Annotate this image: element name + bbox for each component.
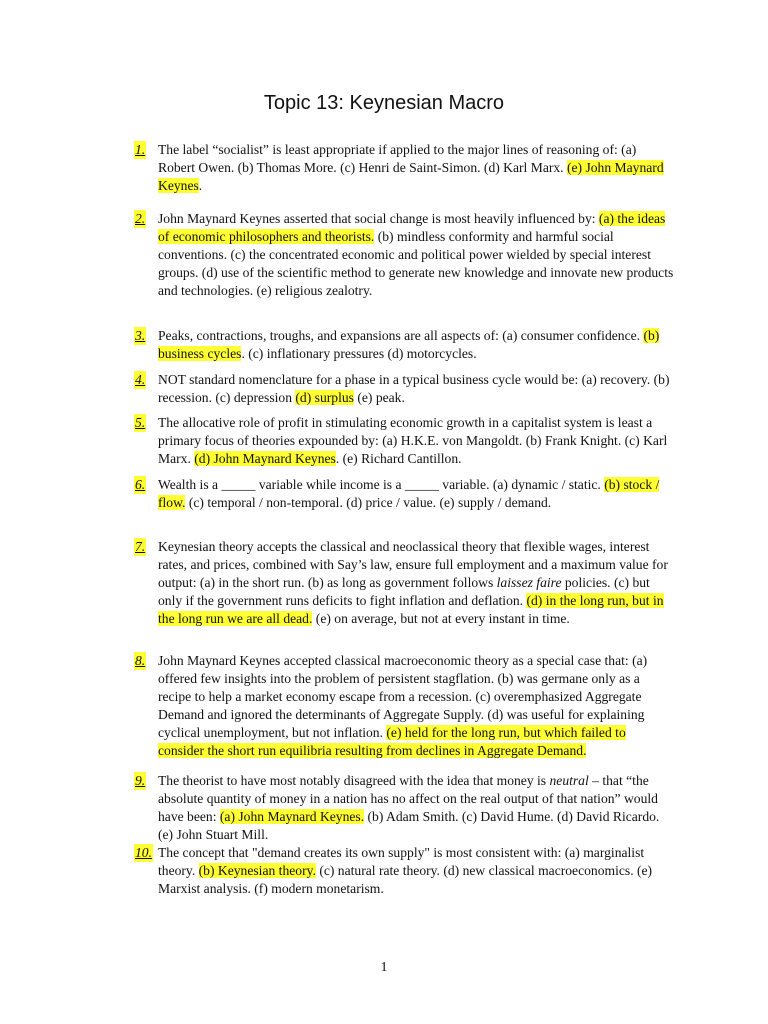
question-number: 8. [135,653,146,668]
question-10 [134,844,674,898]
question-text-span: NOT standard nomenclature for a phase in a typical business cycle would be: (a) recovery. (b) recession. (c) depression [158,372,670,405]
question-2 [134,210,674,300]
question-text [158,210,674,300]
question-4 [134,371,674,407]
question-text [158,772,674,844]
answer-highlight: (d) John Maynard Keynes [194,451,336,466]
question-text [158,371,674,407]
question-text-span: (b) Adam Smith. (c) David Hume. (d) David Ricardo. (e) John Stuart Mill. [158,809,660,842]
question-text-span: . [198,178,203,193]
question-number: 1. [135,142,146,157]
question-text-span: The concept that "demand creates its own supply" is most consistent with: (a) marginalist theory. [158,845,645,878]
question-text [158,652,674,760]
question-text-span: Wealth is a _____ variable while income is a _____ variable. (a) dynamic / static. [158,477,605,492]
question-text-span: John Maynard Keynes accepted classical macroeconomic theory as a special case that: (a) offered few insights into the problem of persistent stagflation. (b) was germane only as a recipe to help a market economy escape from a recession. (c) overemphasized Aggregate Demand and ignored the determinants of Aggregate Supply. (d) was useful for explaining cyclical unemployment, but not inflation. [158,653,648,740]
question-text-span: The theorist to have most notably disagreed with the idea that money is [158,773,550,788]
answer-highlight: (e) held for the long run, but which failed to consider the short run equilibria resulting from declines in Aggregate Demand. [158,725,626,758]
answer-highlight: (b) Keynesian theory. [198,863,316,878]
question-text-span: (c) temporal / non-temporal. (d) price / value. (e) supply / demand. [185,495,552,510]
question-number: 2. [135,211,146,226]
answer-highlight: (a) John Maynard Keynes. [219,809,365,824]
question-number: 6. [135,477,146,492]
question-text-span: (b) mindless conformity and harmful social conventions. (c) the concentrated economic and political power wielded by special interest groups. (d) use of the scientific method to generate new knowledge and innovate new products and technologies. (e) religious zealotry. [158,229,674,298]
question-text [158,538,674,628]
question-text-span: Peaks, contractions, troughs, and expansions are all aspects of: (a) consumer confidence. [158,328,644,343]
page-title: Topic 13: Keynesian Macro [263,92,505,114]
answer-highlight: (b) business cycles [158,328,660,361]
question-number: 10. [135,845,152,860]
page-number: 1 [380,960,388,975]
italic-term: laissez faire [496,575,562,590]
question-3 [134,327,674,363]
italic-term: neutral [549,773,589,788]
question-number: 5. [135,415,146,430]
answer-highlight: (d) surplus [295,390,354,405]
question-5 [134,414,674,468]
question-number: 3. [135,328,146,343]
answer-highlight: (d) in the long run, but in the long run we are all dead. [158,593,664,626]
question-6 [134,476,674,512]
question-text-span: The label “socialist” is least appropriate if applied to the major lines of reasoning of: (a) Robert Owen. (b) Thomas More. (c) Henri de Saint-Simon. (d) Karl Marx. [158,142,637,175]
answer-highlight: (e) John Maynard Keynes [158,160,664,193]
question-text-span: John Maynard Keynes asserted that social change is most heavily influenced by: [158,211,599,226]
question-1 [134,141,674,195]
question-7 [134,538,674,628]
question-text-span: The allocative role of profit in stimulating economic growth in a capitalist system is least a primary focus of theories expounded by: (a) H.K.E. von Mangoldt. (b) Frank Knight. (c) Karl Marx. [158,415,668,466]
answer-highlight: (a) the ideas of economic philosophers and theorists. [158,211,666,244]
question-text-span: (e) peak. [353,390,405,405]
question-8 [134,652,674,760]
question-text-span: (c) natural rate theory. (d) new classical macroeconomics. (e) Marxist analysis. (f) modern monetarism. [158,863,653,896]
question-text-span: . (e) Richard Cantillon. [335,451,462,466]
question-text [158,414,674,468]
question-text [158,327,674,363]
question-9 [134,772,674,844]
question-text [158,476,674,512]
answer-highlight: (b) stock / flow. [158,477,660,510]
question-text-span: (e) on average, but not at every instant in time. [312,611,570,626]
question-number: 4. [135,372,146,387]
question-text-span: . (c) inflationary pressures (d) motorcycles. [241,346,477,361]
question-number: 9. [135,773,146,788]
question-text [158,844,674,898]
question-text-span: – that “the absolute quantity of money in a nation has no affect on the real output of that nation” would have been: [158,773,658,824]
question-number: 7. [135,539,146,554]
question-text-span: Keynesian theory accepts the classical and neoclassical theory that flexible wages, interest rates, and prices, combined with Say’s law, ensure full employment and a maximum value for output: (a) in the short run. (b) as long as government follows [158,539,668,590]
question-text-span: policies. (c) but only if the government runs deficits to fight inflation and deflation. [158,575,650,608]
question-text [158,141,674,195]
